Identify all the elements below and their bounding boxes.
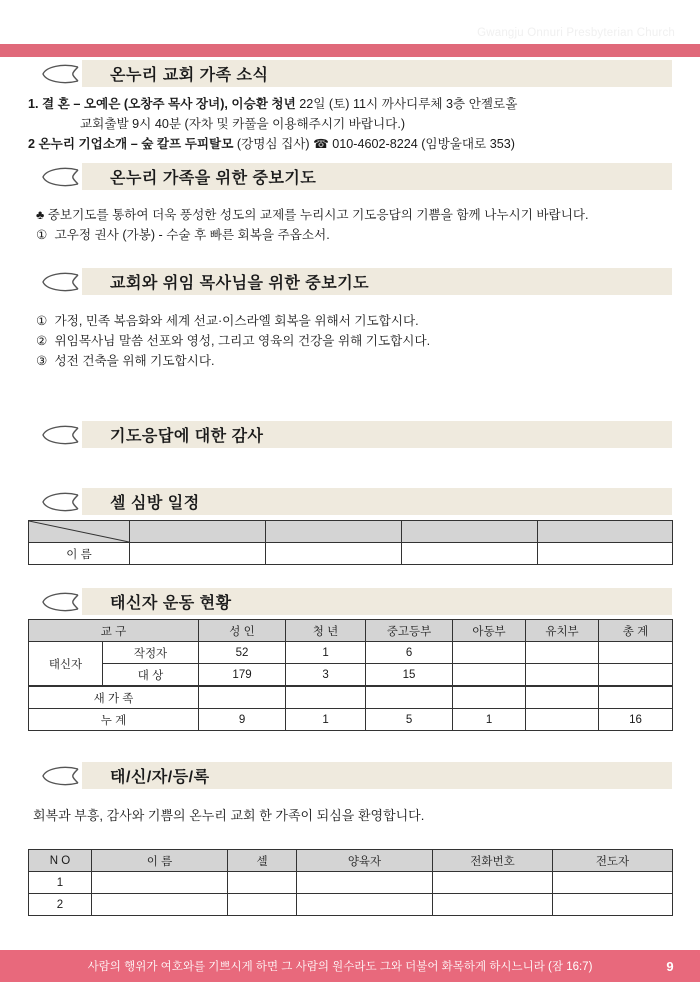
taesinja-row-3-val-0[interactable]: 9	[199, 709, 286, 731]
table-row	[29, 686, 673, 709]
taesinja-row-2-val-4[interactable]	[526, 686, 599, 709]
taesinja-row-3-val-5[interactable]: 16	[599, 709, 673, 731]
registration-row-0-no: 1	[29, 872, 92, 894]
taesinja-row-0-val-2[interactable]: 6	[366, 642, 453, 664]
registration-col-cell: 셀	[228, 850, 297, 872]
taesinja-row-2-val-0[interactable]	[199, 686, 286, 709]
table-row	[29, 521, 673, 543]
news-item-1-bold-text: 오예은 (오창주 목사 장녀), 이승환 청년	[83, 97, 296, 111]
fish-icon	[40, 167, 84, 187]
table-row	[29, 642, 673, 664]
taesinja-row-0-label: 작정자	[103, 642, 199, 664]
footer-verse: 사람의 행위가 여호와를 기쁘시게 하면 그 사람의 원수라도 그와 더불어 화목하게 하시느니라 (잠 16:7)	[87, 961, 593, 973]
cell-visit-cell-4[interactable]	[538, 543, 673, 565]
table-row	[29, 872, 673, 894]
cell-visit-table	[28, 520, 673, 565]
table-row	[29, 543, 673, 565]
registration-welcome-text: 회복과 부흥, 감사와 기쁨의 온누리 교회 한 가족이 되심을 환영합니다.	[33, 808, 425, 823]
registration-row-1-no: 2	[29, 894, 92, 916]
family-prayer-item-1-text: 고우정 권사 (가봉) - 수술 후 빠른 회복을 주옵소서.	[54, 228, 330, 242]
registration-row-1-phone[interactable]	[433, 894, 553, 916]
cell-visit-header-2[interactable]	[266, 521, 402, 543]
news-item-1-line2: 교회출발 9시 40분 (자차 및 카풀을 이용해주시기 바랍니다.)	[80, 117, 406, 131]
circled-number-1: ①	[36, 314, 48, 328]
taesinja-row-3-label: 누 계	[29, 709, 199, 731]
section-thanks-header	[28, 421, 672, 448]
table-row	[29, 894, 673, 916]
section-cell-visit-header	[28, 488, 672, 515]
news-item-2-dash: –	[130, 137, 138, 151]
section-news-title: 온누리 교회 가족 소식	[110, 67, 269, 84]
section-news	[28, 60, 672, 154]
section-taesinja	[28, 588, 672, 731]
taesinja-row-0-val-5[interactable]	[599, 642, 673, 664]
taesinja-col-total: 총 계	[599, 620, 673, 642]
registration-col-evangelist: 전도자	[553, 850, 673, 872]
cell-visit-diagonal-header	[29, 521, 130, 543]
church-prayer-item-1-text: 가정, 민족 복음화와 세계 선교·이스라엘 회복을 위해서 기도합시다.	[54, 314, 419, 328]
fish-icon	[40, 592, 84, 612]
section-cell-visit-title: 셀 심방 일정	[110, 495, 200, 512]
news-item-2-number: 2	[28, 137, 36, 151]
news-item-1-number: 1.	[28, 97, 39, 111]
section-thanks-title: 기도응답에 대한 감사	[110, 428, 264, 445]
taesinja-row-0-val-4[interactable]	[526, 642, 599, 664]
section-cell-visit	[28, 488, 672, 565]
section-family-prayer-header	[28, 163, 672, 190]
taesinja-row-2-label: 새 가 족	[29, 686, 199, 709]
fish-icon	[40, 272, 84, 292]
section-church-prayer	[28, 268, 672, 371]
taesinja-table	[28, 619, 673, 731]
taesinja-row-1-val-3[interactable]	[453, 664, 526, 687]
section-taesinja-title: 태신자 운동 현황	[110, 595, 232, 612]
cell-visit-cell-2[interactable]	[266, 543, 402, 565]
table-row	[29, 664, 673, 687]
top-accent-bar	[0, 44, 700, 57]
church-prayer-item-3-text: 성전 건축을 위해 기도합시다.	[54, 354, 215, 368]
news-item-1	[28, 94, 672, 114]
registration-row-0-evangelist[interactable]	[553, 872, 673, 894]
news-item-2	[28, 134, 672, 154]
church-prayer-item-2	[28, 331, 672, 351]
taesinja-row-3-val-1[interactable]: 1	[286, 709, 366, 731]
cell-visit-cell-3[interactable]	[402, 543, 538, 565]
table-row	[29, 709, 673, 731]
registration-row-0-name[interactable]	[92, 872, 228, 894]
registration-col-phone: 전화번호	[433, 850, 553, 872]
footer-bar	[0, 950, 700, 982]
taesinja-row-1-val-2[interactable]: 15	[366, 664, 453, 687]
section-thanks	[28, 421, 672, 448]
section-news-header	[28, 60, 672, 87]
taesinja-col-gugu: 교 구	[29, 620, 199, 642]
table-row	[29, 850, 673, 872]
taesinja-row-2-val-2[interactable]	[366, 686, 453, 709]
section-family-prayer	[28, 163, 672, 245]
section-registration-header	[28, 762, 672, 789]
registration-col-nurturer: 양육자	[297, 850, 433, 872]
taesinja-col-children: 아동부	[453, 620, 526, 642]
table-row	[29, 620, 673, 642]
taesinja-row-1-label: 대 상	[103, 664, 199, 687]
registration-row-1-evangelist[interactable]	[553, 894, 673, 916]
news-item-1-rest-text: 22일 (토) 11시 까사디루체 3층 안젤로홀	[299, 97, 518, 111]
fish-icon	[40, 766, 84, 786]
fish-icon	[40, 492, 84, 512]
family-prayer-intro-text: 중보기도를 통하여 더욱 풍성한 성도의 교제를 누리시고 기도응답의 기쁨을 함께 나누시기 바랍니다.	[47, 208, 589, 222]
church-prayer-item-3	[28, 351, 672, 371]
taesinja-row-1-val-4[interactable]	[526, 664, 599, 687]
registration-table	[28, 849, 673, 916]
church-prayer-item-1	[28, 311, 672, 331]
taesinja-row-2-val-5[interactable]	[599, 686, 673, 709]
fish-icon	[40, 425, 84, 445]
cell-visit-header-3[interactable]	[402, 521, 538, 543]
registration-row-0-nurturer[interactable]	[297, 872, 433, 894]
church-prayer-item-2-text: 위임목사님 말씀 선포와 영성, 그리고 영육의 건강을 위해 기도합시다.	[54, 334, 431, 348]
church-watermark: Gwangju Onnuri Presbyterian Church	[477, 27, 675, 39]
family-prayer-item-1	[28, 225, 672, 245]
taesinja-col-kindergarten: 유치부	[526, 620, 599, 642]
taesinja-row-3-val-4[interactable]	[526, 709, 599, 731]
taesinja-row-1-val-5[interactable]	[599, 664, 673, 687]
taesinja-row-0-val-3[interactable]	[453, 642, 526, 664]
news-item-1-label: 결 혼	[42, 97, 70, 111]
taesinja-row-2-val-1[interactable]	[286, 686, 366, 709]
taesinja-row-3-val-2[interactable]: 5	[366, 709, 453, 731]
family-prayer-intro	[28, 205, 672, 225]
registration-row-0-cell[interactable]	[228, 872, 297, 894]
news-item-1-dash: –	[73, 97, 81, 111]
cell-visit-header-4[interactable]	[538, 521, 673, 543]
cell-visit-row-label: 이 름	[29, 543, 130, 565]
registration-row-1-cell[interactable]	[228, 894, 297, 916]
taesinja-col-middle-high: 중고등부	[366, 620, 453, 642]
circled-number-3: ③	[36, 354, 48, 368]
taesinja-row-1-val-1[interactable]: 3	[286, 664, 366, 687]
cell-visit-cell-1[interactable]	[130, 543, 266, 565]
section-registration	[28, 762, 672, 916]
club-marker-icon: ♣	[36, 208, 45, 222]
taesinja-row-1-val-0[interactable]: 179	[199, 664, 286, 687]
fish-icon	[40, 64, 84, 84]
taesinja-row-3-val-3[interactable]: 1	[453, 709, 526, 731]
page-number: 9	[666, 958, 674, 974]
taesinja-row-0-val-1[interactable]: 1	[286, 642, 366, 664]
taesinja-col-adult: 성 인	[199, 620, 286, 642]
news-item-2-bold-text: 숲 칼프 두피탈모	[141, 137, 234, 151]
registration-col-no: N O	[29, 850, 92, 872]
section-family-prayer-title: 온누리 가족을 위한 중보기도	[110, 170, 317, 187]
cell-visit-header-1[interactable]	[130, 521, 266, 543]
circled-number-2: ②	[36, 334, 48, 348]
registration-col-name: 이 름	[92, 850, 228, 872]
section-church-prayer-header	[28, 268, 672, 295]
registration-row-0-phone[interactable]	[433, 872, 553, 894]
taesinja-row-0-val-0[interactable]: 52	[199, 642, 286, 664]
registration-row-1-nurturer[interactable]	[297, 894, 433, 916]
section-taesinja-header	[28, 588, 672, 615]
registration-row-1-name[interactable]	[92, 894, 228, 916]
section-church-prayer-title: 교회와 위임 목사님을 위한 중보기도	[110, 275, 370, 292]
circled-number-1: ①	[36, 228, 48, 242]
news-item-2-rest-text: (강명심 집사) ☎ 010-4602-8224 (임방울대로 353)	[236, 137, 515, 151]
taesinja-col-youth: 청 년	[286, 620, 366, 642]
news-item-2-label: 온누리 기업소개	[38, 137, 128, 151]
taesinja-group-label: 태신자	[29, 642, 103, 687]
section-registration-title: 태/신/자/등/록	[110, 769, 210, 786]
taesinja-row-2-val-3[interactable]	[453, 686, 526, 709]
